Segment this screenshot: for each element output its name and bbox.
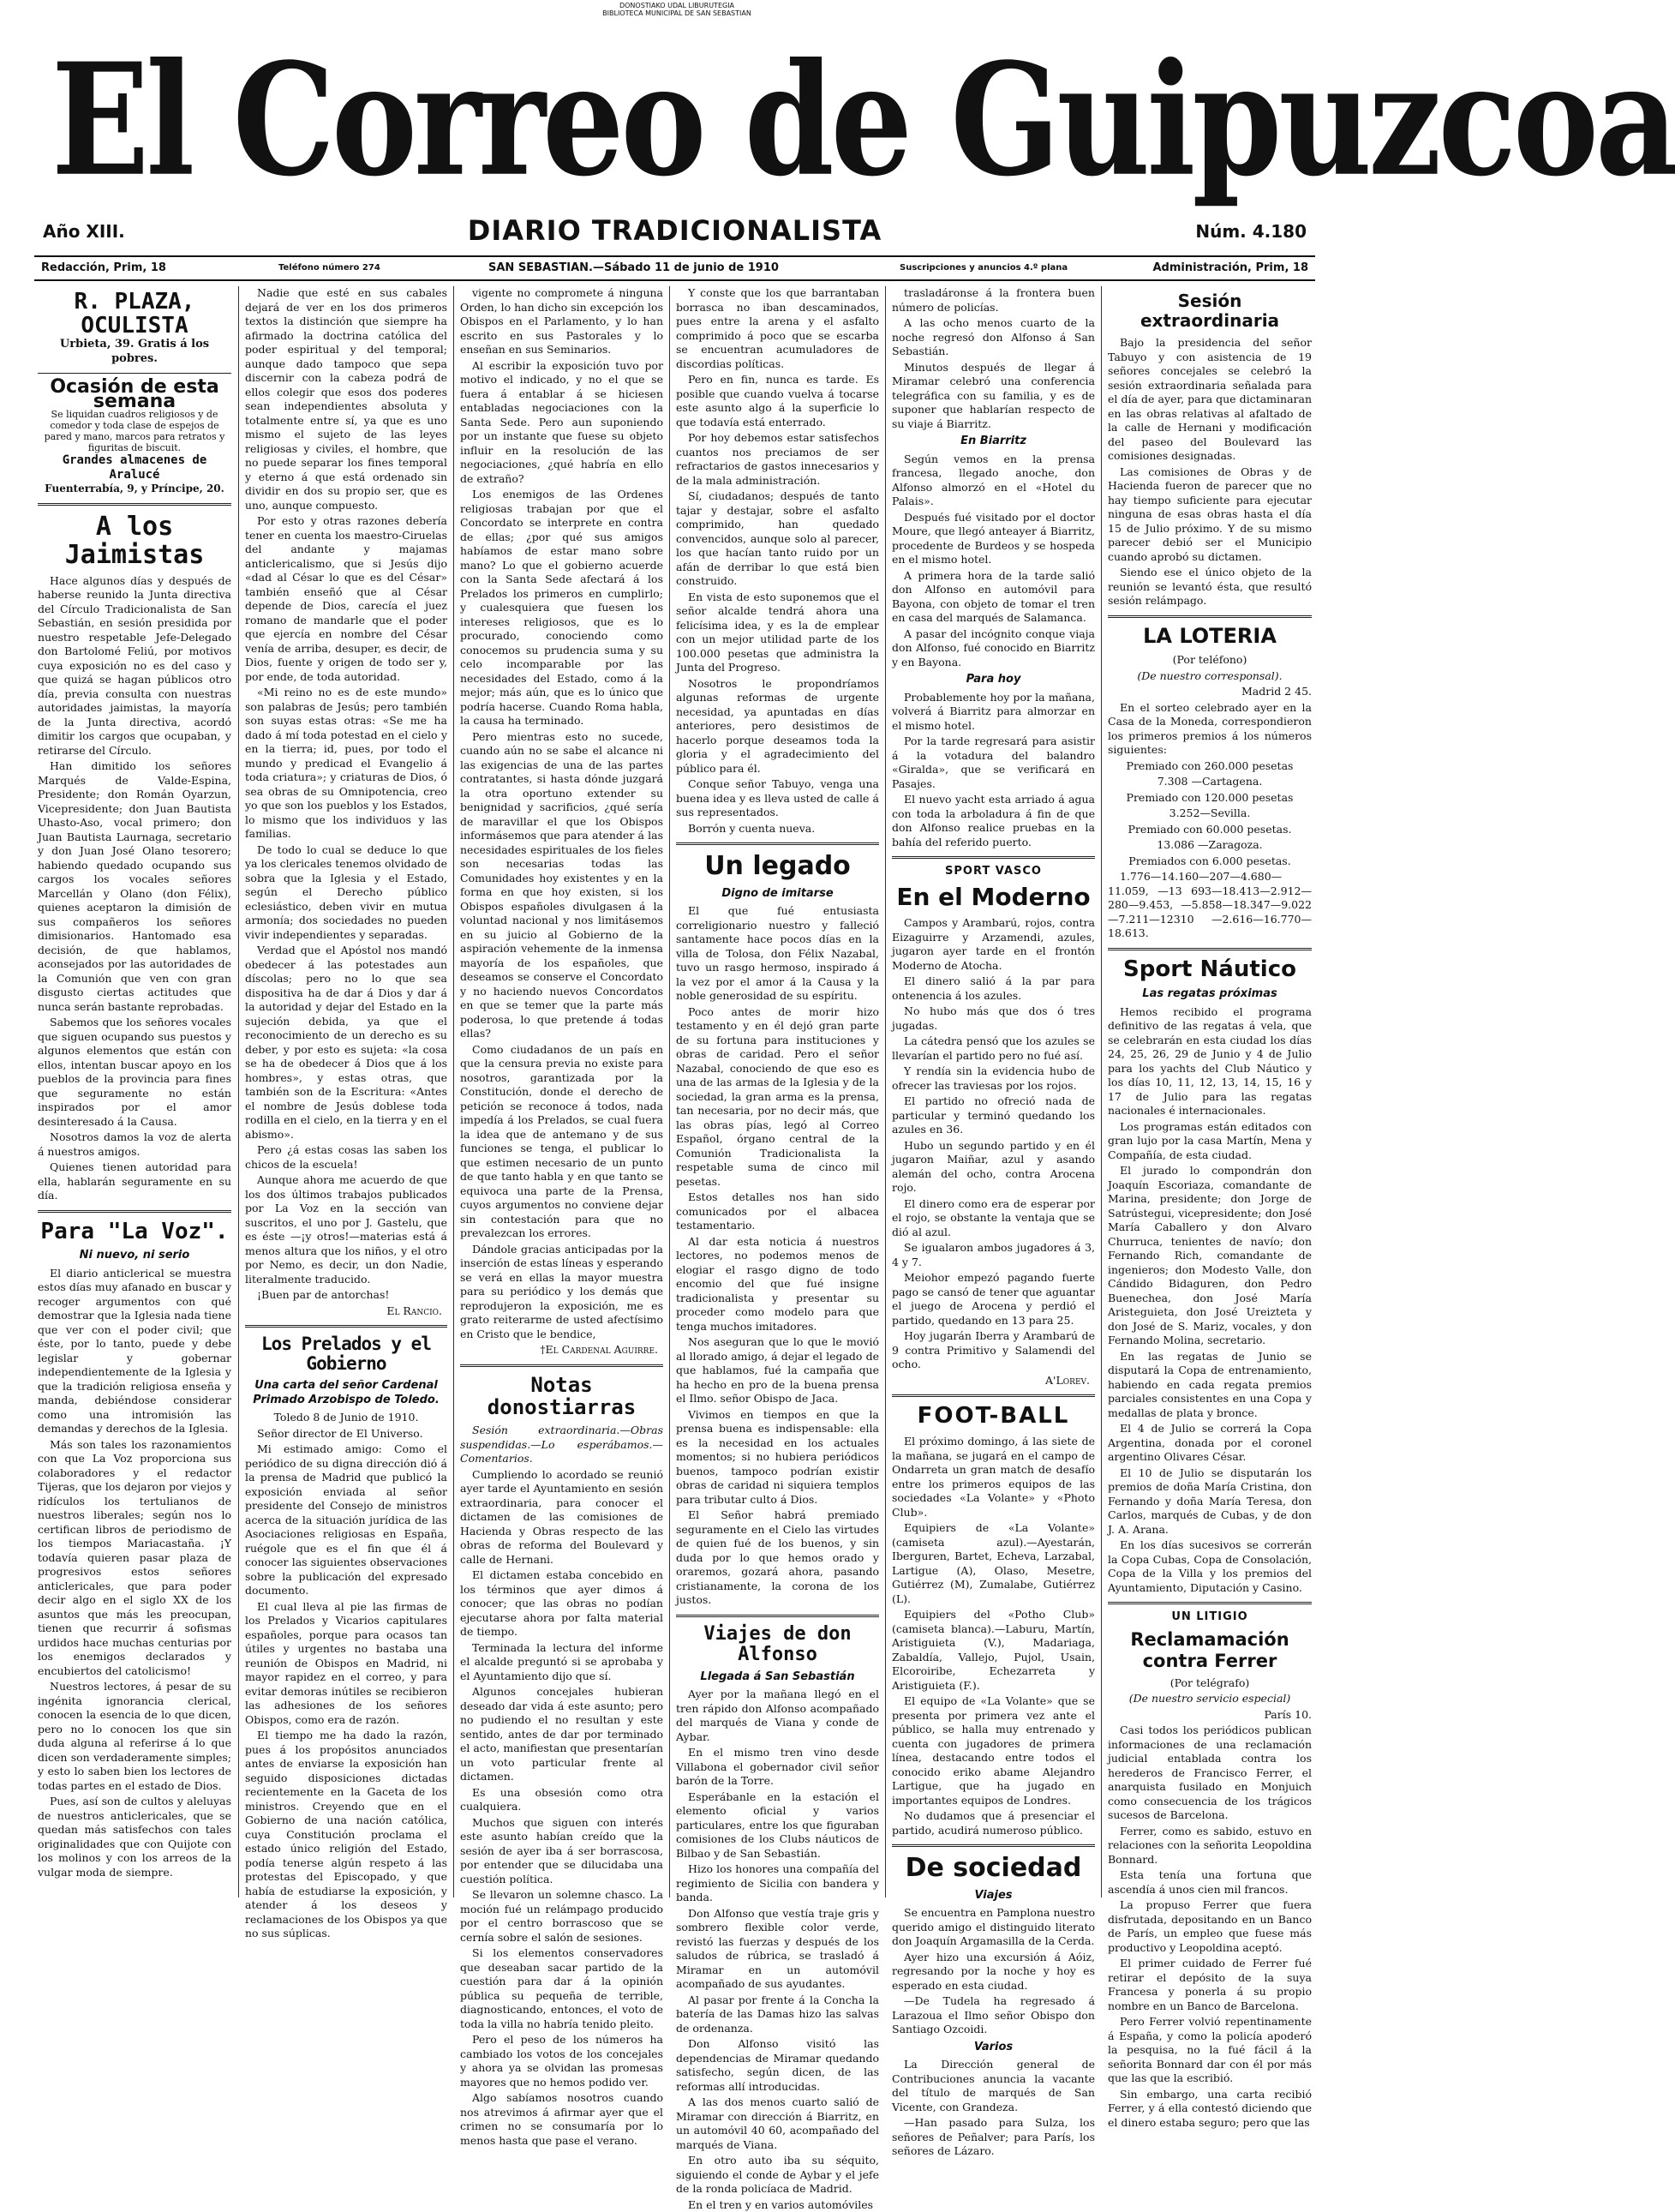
article-paragraph: El que fué entusiasta correligionario nuestro y falleció santamente hace pocos días en la villa de Tolosa, don Félix Nazabal, tuvo un rasgo hermoso, inspirado á la vez por el amor á la Causa y la noble generosidad de su espíritu. [676, 904, 879, 1002]
article-paragraph: Ayer por la mañana llegó en el tren rápido don Alfonso acompañado del marqués de Viana y conde de Aybar. [676, 1687, 879, 1743]
article-summary: Sesión extraordinaria.—Obras suspendidas.—Lo esperábamos.—Comentarios. [460, 1424, 663, 1466]
article-paragraph: Hizo los honores una compañía del regimiento de Sicilia con bandera y banda. [676, 1862, 879, 1904]
article-paragraph: Pero ¿á estas cosas las saben los chicos de la escuela! [245, 1143, 447, 1171]
article-paragraph: Esperábanle en la estación el elemento oficial y varios particulares, entre los que figuraban comisiones de los Clubs náuticos de Bilbao y de San Sebastián. [676, 1789, 879, 1860]
article-paragraph: trasladáronse á la frontera buen número de policías. [892, 286, 1095, 314]
article-paragraph: La propuso Ferrer que fuera disfrutada, depositando en un Banco de París, un empleo que fuese más productivo y Leopoldina aceptó. [1108, 1898, 1312, 1954]
article-note: (De nuestro corresponsal). [1137, 668, 1283, 682]
article-paragraph: Y conste que los que barrantaban borrasca no iban descaminados, pues entre la arena y el asfalto comprimido á poco que se escarba se encuentran acumuladores de discordias políticas. [676, 286, 879, 370]
article-paragraph: En los días sucesivos se correrán la Copa Cubas, Copa de Consolación, Copa de la Villa y los premios del Ayuntamiento, Diputación y Casino. [1108, 1538, 1312, 1594]
section-label: SPORT VASCO [945, 865, 1042, 878]
article-headline: Sesión extraordinaria [1140, 291, 1280, 331]
ad-ocasion-text: Se liquidan cuadros religiosos y de comedor y toda clase de espejos de pared y mano, marcos para retratos y figuritas de biscuit. [44, 409, 225, 453]
article-paragraph: El primer cuidado de Ferrer fué retirar el depósito de la suya Francesa y ponerla á su propio nombre en un Banco de Barcelona. [1108, 1957, 1312, 2012]
article-paragraph: El nuevo yacht esta arriado á agua con toda la arboladura á fin de que don Alfonso realice pruebas en la bahía del referido puerto. [892, 793, 1095, 848]
article-paragraph: Los programas están editados con gran lujo por la casa Martín, Mena y Compañía, de esta ciudad. [1108, 1119, 1312, 1161]
article-paragraph: El próximo domingo, á las siete de la mañana, se jugará en el campo de Ondarreta un gran match de desafío entre los primeros equipos de las sociedades «La Volante» y «Photo Club». [892, 1435, 1095, 1519]
article-paragraph: Aunque ahora me acuerdo de que los dos últimos trabajos publicados por La Voz en la sección van suscritos, el uno por J. Gastelu, que es éste —¡y otros!—materias está á menos altura que los niños, y el otro por Nemo, es decir, un don Nadie, literalmente traducido. [245, 1173, 447, 1286]
article-headline: De sociedad [905, 1853, 1082, 1884]
lottery-line: 7.308 —Cartagena. [1157, 775, 1263, 788]
article-paragraph: Nuestros lectores, á pesar de su ingénita ignorancia clerical, conocen la esencia de lo que dicen, pero no lo conocen los que sin duda alguna al referirse á lo que dicen son verdaderamente simples; y esto lo saben bien los lectores de todas partes en el estado de Dios. [38, 1680, 231, 1792]
lottery-line: Premiado con 120.000 pesetas [1126, 790, 1294, 804]
article-headline: A los Jaimistas [64, 511, 205, 570]
article-paragraph: Hubo un segundo partido y en él jugaron Maiñar, azul y asando alemán del ocho, contra Arocena rojo. [892, 1138, 1095, 1195]
article-paragraph: En otro auto iba su séquito, siguiendo el conde de Aybar y el jefe de la ronda policíaca de Madrid. [676, 2154, 879, 2196]
article-paragraph: A las ocho menos cuarto de la noche regresó don Alfonso á San Sebastián. [892, 316, 1095, 357]
article-paragraph: El jurado lo compondrán don Joaquín Escoriaza, comandante de Marina, presidente; don Jorge de Satrústegui, vicepresidente; don José María Caballero y don Alvaro Churruca, tenientes de navío; don Fernando Rich, comandante de ingenieros; don Modesto Valle, don Cándido Bidaguren, don Pedro Buenechea, don José María Aristeguieta, don José Ureizteta y don José de S. Mariz, vocales, y don Fernando Molina, secretario. [1108, 1164, 1312, 1347]
article-paragraph: De todo lo cual se deduce lo que ya los clericales tenemos olvidado de sobra que la Iglesia y el Estado, según el Derecho público eclesiástico, deben vivir en mutua armonía; dos sociedades no pueden vivir independientes y separadas. [245, 842, 447, 941]
article-paragraph: El cual lleva al pie las firmas de los Prelados y Vicarios capitulares españoles, porque para ocasos tan útiles y urgentes no bastaba una reunión de Obispos en Madrid, ni mayor rapidez en el correo, y para evitar demoras inútiles se recibieron las adhesiones de los señores Obispos, como era de razón. [245, 1599, 447, 1726]
article-paragraph: Pero el peso de los números ha cambiado los votos de los concejales y ahora ya se olvidan las promesas mayores que no hemos podido ver. [460, 2033, 663, 2089]
article-headline: Los Prelados y el Gobierno [261, 1334, 431, 1375]
article-paragraph: Sí, ciudadanos; después de tanto tajar y destajar, sobre el asfalto comprimido, han quedado convencidos, aunque solo al parecer, los que hacían tanto ruido por un afán de derribar lo que está bien construido. [676, 489, 879, 587]
lottery-line: 3.252—Sevilla. [1169, 806, 1251, 820]
article-paragraph: Los enemigos de las Ordenes religiosas trabajan por que el Concordato se interprete en contra de ellas; ¿por qué sus amigos habíamos de estar mano sobre mano? Lo que el gobierno acuerde con la Santa Sede afectará á los Prelados los primeros en cumplirlo; y cualesquiera que fuesen los intereses religiosos, que es lo procurado, conociendo como conocemos su prudencia suma y su celo incomparable por las necesidades del Estado, como á la mejor; más aún, que es lo único que podría hacerse. Cuando Roma habla, la causa ha terminado. [460, 488, 663, 727]
article-note: (De nuestro servicio especial) [1128, 1692, 1291, 1705]
section-subheadline: Para hoy [966, 673, 1021, 686]
article-paragraph: El tiempo me ha dado la razón, pues á los propósitos anunciados antes de enviarse la exposición han seguido disposiciones dictadas recientemente en la Gaceta de los ministros. Creyendo que en el Gobierno de una nación católica, cuya Constitución proclama el estado único religión del Estado, podía tenerse algún respeto á las protestas del Episcopado, y que había de estudiarse la exposición, y atender á los deseos y reclamaciones de los Obispos ya que no sus súplicas. [245, 1729, 447, 1940]
article-paragraph: Probablemente hoy por la mañana, volverá á Biarritz para almorzar en el mismo hotel. [892, 690, 1095, 732]
article-paragraph: Don Alfonso que vestía traje gris y sombrero flexible color verde, revistó las fuerzas y después de los saludos de rúbrica, se trasladó á Miramar en un automóvil acompañado de sus ayudantes. [676, 1906, 879, 1991]
article-paragraph: Se encuentra en Pamplona nuestro querido amigo el distinguido literato don Joaquín Argamasilla de la Cerda. [892, 1906, 1095, 1948]
stamp-line1: DONOSTIAKO UDAL LIBURUTEGIA [619, 2, 735, 9]
article-paragraph: Conque señor Tabuyo, venga una buena idea y es lleva usted de calle á sus representados. [676, 777, 879, 818]
article-paragraph: Nadie que esté en sus cabales dejará de ver en los dos primeros textos la distinción que siempre ha afirmado la doctrina católica del poder espiritual y del temporal; aunque dado tampoco que sepa discernir con la cabeza podrá de ellos colegir que esos dos poderes sean independientes absoluta y totalmente entre sí, ya que es uno mismo el sujeto de las leyes religiosas y civiles, el hombre, que no puede separar los fines temporal y eterno á que está ordenado sin dividir en dos su propio ser, que es uno, aunque compuesto. [245, 286, 447, 512]
article-paragraph: Por la tarde regresará para asistir á la votadura del balandro «Giralda», que se verificará en Pasajes. [892, 734, 1095, 790]
article-headline: Sport Náutico [1123, 956, 1296, 982]
lottery-line: Premiado con 60.000 pesetas. [1128, 822, 1292, 836]
article-paragraph: Muchos que siguen con interés este asunto habían creído que la sesión de ayer iba á ser borrascosa, por entender que se dilucidaba una cuestión política. [460, 1815, 663, 1885]
ad-ocasion-title: Ocasión de esta semana [50, 376, 219, 412]
tagline: DIARIO TRADICIONALISTA [467, 214, 882, 247]
signature: †El Cardenal Aguirre. [540, 1343, 658, 1356]
column-rule [885, 286, 886, 1897]
article-subheadline: Digno de imitarse [721, 886, 834, 900]
article-dateline: París 10. [1264, 1707, 1312, 1721]
article-subheadline: Ni nuevo, ni serio [79, 1249, 190, 1262]
ad-oculista-address: Urbieta, 39. Gratis á los pobres. [59, 338, 210, 365]
article-paragraph: Ferrer, como es sabido, estuvo en relaciones con la señorita Leopoldina Bonnard. [1108, 1824, 1312, 1866]
article-paragraph: Ayer hizo una excursión á Aóiz, regresando por la noche y hoy es esperado en esta ciudad. [892, 1950, 1095, 1992]
article-paragraph: El dictamen estaba concebido en los términos que ayer dimos á conocer; que las obras no podían ejecutarse ahora por falta material de tiempo. [460, 1568, 663, 1639]
article-paragraph: —De Tudela ha regresado á Larazoua el Ilmo señor Obispo don Santiago Ozcoidi. [892, 1994, 1095, 2036]
article-paragraph: Hoy jugarán Iberra y Arambarú de 9 contra Primitivo y Salamendi del ocho. [892, 1329, 1095, 1371]
article-headline: En el Moderno [896, 882, 1091, 911]
article-paragraph: Al pasar por frente á la Concha la batería de las Damas hizo las salvas de ordenanza. [676, 1993, 879, 2035]
column-6 [1108, 286, 1312, 2129]
article-paragraph: En vista de esto suponemos que el señor alcalde tendrá ahora una felicísima idea, y es la de emplear con un mejor utilidad parte de los 100.000 pesetas que administra la Junta del Progreso. [676, 590, 879, 674]
article-headline: Para "La Voz". [40, 1218, 229, 1244]
article-paragraph: Vivimos en tiempos en que la prensa buena es indispensable: ella es la necesidad en los actuales momentos; si no hubiera periódicos buenos, tampoco podrían existir obras de caridad ni siquiera templos para tributar culto á Dios. [676, 1407, 879, 1506]
info-bar [34, 255, 1315, 281]
article-paragraph: No dudamos que á presenciar el partido, acudirá numeroso público. [892, 1809, 1095, 1837]
article-paragraph: A las dos menos cuarto salió de Miramar con dirección á Biarritz, en un automóvil 40 60, acompañado del marqués de Viana. [676, 2095, 879, 2151]
article-paragraph: Señor director de El Universo. [257, 1426, 423, 1440]
lottery-numbers: 1.776—14.160—207—4.680—11.059, —13 693—18.413—2.912—280—9.453, —5.858—18.347—9.022—7.211—12310 —2.616—16.770—18.613. [1108, 870, 1312, 940]
issue-number: Núm. 4.180 [1195, 221, 1307, 242]
article-paragraph: Si los elementos conservadores que deseaban sacar partido de la cuestión para dar á la opinión pública su pequeña de terrible, diagnosticando, entonces, el voto de toda la villa no habría tenido pleito. [460, 1946, 663, 2030]
article-paragraph: Don Alfonso visitó las dependencias de Miramar quedando satisfecho, según dicen, de las reformas allí introducidas. [676, 2037, 879, 2093]
article-paragraph: Bajo la presidencia del señor Tabuyo y con asistencia de 19 señores concejales se celebró la sesión extraordinaria señalada para el día de ayer, para que dictaminaran en las obras relativas al afaltado de la calle de Hernani y modificación del paseo del Boulevard las comisiones designadas. [1108, 336, 1312, 462]
article-paragraph: Como ciudadanos de un país en que la censura previa no existe para nosotros, garantizada por la Constitución, donde el derecho de petición se reconoce á todos, nada impedía á los Prelados, se cual fuera la idea que de antemano y de sus funciones se tenga, el publicar lo que estimen necesario de un punto de que tanto habla y en que tanto se equivoca una parte de la Prensa, cuyos argumentos no conviene dejar sin contestación para que no prevalezcan los errores. [460, 1042, 663, 1239]
article-paragraph: El diario anticlerical se muestra estos días muy afanado en buscar y recoger argumentos con qué demostrar que la Iglesia nada tiene que ver con el poder civil; que éste, por lo tanto, puede y debe legislar y gobernar independientemente de la Iglesia y que la tradición religiosa enseña y manda, debiéndose considerar como una intromisión las demandas y derechos de la Iglesia. [38, 1266, 231, 1436]
article-note: (Por telégrafo) [1170, 1675, 1250, 1689]
article-paragraph: Las comisiones de Obras y de Hacienda fueron de parecer que no hay tiempo suficiente para ejecutar ninguna de esas obras hasta el día 15 de Julio próximo. Y de su mismo parecer debió ser el Municipio cuando aprobó su dictamen. [1108, 465, 1312, 563]
article-paragraph: Campos y Arambarú, rojos, contra Eizaguirre y Arzamendi, azules, jugaron ayer tarde en el frontón Moderno de Atocha. [892, 916, 1095, 972]
article-headline: Notas donostiarras [487, 1372, 637, 1419]
article-subheadline: Las regatas próximas [1142, 987, 1277, 1001]
ad-oculista-title: R. PLAZA, OCULISTA [74, 289, 195, 339]
stamp-line2: BIBLIOTECA MUNICIPAL DE SAN SEBASTIAN [602, 9, 751, 17]
masthead-subrow [34, 214, 1315, 249]
column-rule [1101, 286, 1102, 1897]
subscriptions-note: Suscripciones y anuncios 4.º plana [900, 263, 1068, 273]
article-headline: Viajes de don Alfonso [703, 1622, 852, 1665]
article-paragraph: Estos detalles nos han sido comunicados por el albacea testamentario. [676, 1190, 879, 1232]
article-paragraph: «Mi reino no es de este mundo» son palabras de Jesús; pero también son suyas estas otras: «Se me ha dado á mí toda potestad en el cielo y en la tierra; id, pues, por todo el mundo y predicad el Evangelio á toda criatura»; y criaturas de Dios, ó sea obras de su Omnipotencia, creo yo que son los pueblos y los Estados, lo mismo que los individuos y las familias. [245, 686, 447, 840]
article-paragraph: En las regatas de Junio se disputará la Copa de entrenamiento, habiendo en cada regata premios parciales consistentes en una Copa y medallas de plata y bronce. [1108, 1349, 1312, 1419]
article-paragraph: Después fué visitado por el doctor Moure, que llegó anteayer á Biarritz, procedente de Burdeos y se hospeda en el mismo hotel. [892, 510, 1095, 566]
lottery-line: Premiados con 6.000 pesetas. [1128, 854, 1291, 867]
article-paragraph: Hace algunos días y después de haberse reunido la Junta directiva del Círculo Tradicionalista de San Sebastián, en sesión presidida por nuestro respetable Jefe-Delegado don Bartolomé Feliú, por motivos cuya exposición no es del caso y que quizá se hagan públicos otro día, previa consulta con nuestras autoridades jaimistas, la mayoría de la Junta directiva, acordó dimitir los cargos que ocupaban, y retirarse del Círculo. [38, 573, 231, 757]
article-paragraph: Siendo ese el único objeto de la reunión se levantó ésta, que resultó sesión relámpago. [1108, 566, 1312, 607]
article-paragraph: Hemos recibido el programa definitivo de las regatas á vela, que se celebrarán en esta ciudad los días 24, 25, 26, 29 de Junio y 4 de Julio para los yachts del Club Náutico y los días 10, 11, 12, 13, 14, 15, 16 y 17 de Julio para las regatas nacionales é internacionales. [1108, 1004, 1312, 1118]
administracion-address: Administración, Prim, 18 [1152, 261, 1308, 274]
column-rule [238, 286, 239, 1897]
section-label: UN LITIGIO [1171, 1610, 1248, 1624]
article-paragraph: Sin embargo, una carta recibió Ferrer, y á ella contestó diciendo que el dinero estaba seguro; pero que las [1108, 2087, 1312, 2129]
article-paragraph: —Han pasado para Sulza, los señores de Peñalver; para París, los señores de Lázaro. [892, 2116, 1095, 2158]
article-paragraph: Esta tenía una fortuna que ascendía á unos cien mil francos. [1108, 1868, 1312, 1896]
telephone: Teléfono número 274 [278, 263, 380, 273]
article-paragraph: El equipo de «La Volante» que se presenta por primera vez ante el público, se halla muy entrenado y cuenta con jugadores de primera línea, destacando entre todos el conocido eriko abame Alejandro Lartigue, que ha jugado en importantes equipos de Londres. [892, 1694, 1095, 1807]
article-paragraph: Equipiers de «La Volante» (camiseta azul).—Ayestarán, Iberguren, Bartet, Echeva, Larzabal, Lartigue (A), Olaso, Mesetre, Gutiérrez (M), Zumalabe, Gutiérrez (L). [892, 1521, 1095, 1605]
article-paragraph: Por esto y otras razones debería tener en cuenta los maestro-Ciruelas del andante y majamas anticlericalismo, que si Jesús dijo «dad al César lo que es del César» también enseñó que al César depende de Dios, carecía el juez romano de mandarle que el poder que ejercía en nombre del César venía de arriba, desuper, es decir, de Dios, fuente y origen de todo ser y, por ende, de toda autoridad. [245, 514, 447, 683]
article-paragraph: Es una obsesión como otra cualquiera. [460, 1785, 663, 1813]
article-paragraph: Al dar esta noticia á nuestros lectores, no podemos menos de elogiar el rasgo digno de todo encomio del que fué insigne tradicionalista y presentar su proceder como modelo para que tenga muchos imitadores. [676, 1234, 879, 1333]
article-paragraph: Pero Ferrer volvió repentinamente á España, y como la policía apoderó la pesquisa, no la fué fácil á la señorita Bonnard dar con él por más que las que la escribió. [1108, 2015, 1312, 2085]
article-paragraph: Se igualaron ambos jugadores á 3, 4 y 7. [892, 1241, 1095, 1268]
column-rule [669, 286, 670, 1897]
article-paragraph: Han dimitido los señores Marqués de Valde-Espina, Presidente; don Román Oyarzun, Vicepresidente; don Juan Bautista Uhasto-Aso, vocal primero; don Juan Bautista Laurnaga, secretario y don Juan José Olano tesorero; habiendo quedado ocupando sus cargos los vocales señores Marcellán y Olano (don Félix), quienes aceptaron la dimisión de sus compañeros los señores dimisionarios. Hantomado esa decisión, de que hablamos, aconsejados por las autoridades de la Comunión que ven con gran disgusto ciertas actitudes que nunca serán bastante reprobadas. [38, 759, 231, 1013]
article-paragraph: Quienes tienen autoridad para ella, hablarán seguramente en su día. [38, 1160, 231, 1202]
section-subheadline: En Biarritz [960, 435, 1026, 447]
article-paragraph: A primera hora de la tarde salió don Alfonso en automóvil para Bayona, con objeto de tomar el tren en casa del marqués de Salamanca. [892, 568, 1095, 624]
article-paragraph: Según vemos en la prensa francesa, llegado anoche, don Alfonso almorzó en el «Hotel du Palais». [892, 452, 1095, 507]
article-paragraph: Pues, así son de cultos y aleluyas de nuestros anticlericales, que se quedan más satisfechos con tales originalidades que con Quijote con los molinos y con los arreos de la vulgar moda de siempre. [38, 1795, 231, 1879]
article-paragraph: Casi todos los periódicos publican informaciones de una reclamación judicial entablada contra los herederos de Francisco Ferrer, el anarquista fusilado en Monjuich como consecuencia de los trágicos sucesos de Barcelona. [1108, 1723, 1312, 1822]
article-subheadline: Varios [973, 2040, 1014, 2053]
signature: A'Lorev. [1045, 1373, 1090, 1387]
article-paragraph: No hubo más que dos ó tres jugadas. [892, 1004, 1095, 1032]
ad-almacenes-title: Grandes almacenes de Aralucé [62, 453, 207, 482]
article-paragraph: Y rendía sin la evidencia hubo de ofrecer las traviesas por los rojos. [892, 1064, 1095, 1092]
article-paragraph: Se llevaron un solemne chasco. La moción fué un relámpago producido por el centro borrascoso que se cernía sobre el salón de sesiones. [460, 1888, 663, 1944]
article-headline: Un legado [704, 851, 851, 881]
article-paragraph: El 4 de Julio se correrá la Copa Argentina, donada por el coronel argentino Olivares César. [1108, 1422, 1312, 1464]
article-paragraph: Pero mientras esto no sucede, cuando aún no se sabe el alcance ni las exigencias de una de las partes contratantes, si hasta dónde juzgará la otra oportuno extender su benignidad y sacrificios, ¿qué sería de maravillar el que los Obispos informásemos que para atender á las necesidades espirituales de los fieles son necesarias todas las Comunidades hoy existentes y en la forma en que hoy existen, si los Obispos españoles divulgasen á la voluntad nacional y nos limitásemos en su juicio al Gobierno de la aspiración vehemente de la inmensa mayoría de los españoles, que deseamos se conserve el Concordato y no haciendo nuevos Concordatos en que se temer que la parte más poderosa, lo que pretende á todas ellas? [460, 729, 663, 1040]
article-paragraph: En el mismo tren vino desde Villabona el gobernador civil señor barón de la Torre. [676, 1746, 879, 1788]
article-paragraph: ¡Buen par de antorchas! [257, 1288, 390, 1301]
article-paragraph: Al escribir la exposición tuvo por motivo el indicado, y no el que se fuera á entablar á se hiciesen entabladas negociaciones con la Santa Sede. Pero aun suponiendo por un instante que fuese su objeto influir en la resolución de las negociaciones, ¿qué habría en ello de extraño? [460, 358, 663, 485]
column-5 [892, 286, 1095, 2158]
column-2 [245, 286, 447, 1940]
column-3 [460, 286, 663, 2147]
article-paragraph: La cátedra pensó que los azules se llevarían el partido pero no fué así. [892, 1034, 1095, 1062]
redaccion-address: Redacción, Prim, 18 [41, 261, 166, 274]
article-paragraph: Nosotros le propondríamos algunas reformas de urgente necesidad, ya apuntadas en días anteriores, pero desistimos de hacerlo porque deseamos toda la gloria y el agradecimiento del público para él. [676, 676, 879, 775]
article-paragraph: Terminada la lectura del informe el alcalde preguntó si se aprobaba y el Ayuntamiento dijo que sí. [460, 1640, 663, 1682]
article-paragraph: Pero en fin, nunca es tarde. Es posible que cuando vuelva á tocarse este asunto algo á la superficie lo que todavía está enterrado. [676, 373, 879, 429]
article-subheadline: Llegada á San Sebastián [700, 1669, 855, 1683]
article-paragraph: Equipiers del «Potho Club» (camiseta blanca).—Laburu, Martín, Aristiguieta (V.), Madariaga, Zabaldía, Vallejo, Pujol, Usain, Elcoroiribe, Echezarreta y Aristiguieta (F.). [892, 1608, 1095, 1692]
signature: El Rancio. [386, 1304, 442, 1317]
article-dateline: Madrid 2 45. [1241, 685, 1312, 698]
article-paragraph: El dinero salió á la par para ontenencia á los azules. [892, 974, 1095, 1002]
dateline: SAN SEBASTIAN.—Sábado 11 de junio de 1910 [488, 261, 779, 274]
article-paragraph: Nos aseguran que lo que le movió al llorado amigo, á dejar el legado de que hablamos, fué la campaña que ha hecho en pro de la buena prensa el Ilmo. señor Obispo de Jaca. [676, 1335, 879, 1405]
article-paragraph: Nosotros damos la voz de alerta á nuestros amigos. [38, 1130, 231, 1158]
article-paragraph: En el sorteo celebrado ayer en la Casa de la Moneda, correspondieron los primeros premios á los números siguientes: [1108, 700, 1312, 757]
article-headline: FOOT-BALL [917, 1403, 1070, 1430]
article-paragraph: Dándole gracias anticipadas por la inserción de estas líneas y esperando se verá en ellas la mayor muestra para su periódico y los demás que reprodujeron la exposición, me es grato reiterarme de usted afectísimo en Cristo que le bendice, [460, 1242, 663, 1340]
ad-almacenes-address: Fuenterrabía, 9, y Príncipe, 20. [45, 483, 224, 495]
article-paragraph: Más son tales los razonamientos con que La Voz proporciona sus colaboradores y el redactor Tijeras, que los dejaron por viejos y ridículos los tertulianos de nuestros liberales; según nos lo certifican libros de periodismo de los tiempos Mariacastaña. ¡Y todavía quieren pasar plaza de progresivos estos señores anticlericales, que para poder decir algo en el siglo XX de los asuntos que más les preocupan, tienen que recurrir á sofismas urdidos hace muchas centurias por los enemigos declarados y encubiertos del catolicismo! [38, 1437, 231, 1677]
article-paragraph: El partido no ofreció nada de particular y terminó quedando los azules en 36. [892, 1094, 1095, 1136]
article-paragraph: Por hoy debemos estar satisfechos cuantos nos preciamos de ser refractarios de gastos innecesarios y de la mala administración. [676, 431, 879, 487]
article-paragraph: La Dirección general de Contribuciones anuncia la vacante del título de marqués de San Vicente, con Grandeza. [892, 2058, 1095, 2113]
article-paragraph: El dinero como era de esperar por el rojo, se obstante la ventaja que se dió al azul. [892, 1196, 1095, 1238]
article-paragraph: Meiohor empezó pagando fuerte pago se cansó de tener que aguantar el juego de Arocena y perdió el partido, quedando en 13 para 25. [892, 1271, 1095, 1327]
article-dateline: Toledo 8 de Junio de 1910. [273, 1411, 419, 1424]
article-paragraph: Borrón y cuenta nueva. [688, 821, 816, 835]
column-4 [676, 286, 879, 2211]
year-label: Año XIII. [43, 221, 125, 242]
lottery-line: Premiado con 260.000 pesetas [1126, 758, 1294, 772]
lottery-line: 13.086 —Zaragoza. [1157, 838, 1263, 852]
article-paragraph: vigente no compromete á ninguna Orden, lo han dicho sin excepción los Obispos en el Parlamento, y lo han escrito en sus Pastorales y lo enseñan en sus Seminarios. [460, 286, 663, 356]
article-paragraph: Sabemos que los señores vocales que siguen ocupando sus puestos y algunos elementos que están con ellos, intentan buscar apoyo en los pueblos de la provincia para fines que seguramente no están inspirados por el amor desinteresado á la Causa. [38, 1016, 231, 1128]
article-paragraph: Algo sabíamos nosotros cuando nos atrevimos á afirmar ayer que el crimen no se consumaría por lo menos hasta que pase el verano. [460, 2091, 663, 2147]
column-1 [38, 286, 231, 1897]
article-paragraph: Algunos concejales hubieran deseado dar vida á este asunto; pero no pudiendo el no resultan y este sentido, antes de dar por terminado el acto, manifiestan que presentarían un voto particular frente al dictamen. [460, 1685, 663, 1783]
article-paragraph: En el tren y en varios automóviles [688, 2197, 874, 2211]
article-note: (Por teléfono) [1172, 653, 1247, 667]
article-paragraph: A pasar del incógnito conque viaja don Alfonso, fué conocido en Biarritz y en Bayona. [892, 626, 1095, 668]
article-paragraph: Verdad que el Apóstol nos mandó obedecer á las potestades aun díscolas; pero no lo que sea dispositiva ha de dar á Dios y dar á la autoridad y dejar del Estado en la sujeción debida, ya que el reconocimiento de un derecho es su deber, y por esto es sujeta: «la cosa se ha de obedecer á Dios que á los hombres», y estas otras, que también son de la Escritura: «Antes el nombre de Jesús doblese toda rodilla en el cielo, en la tierra y en el abismo». [245, 944, 447, 1141]
masthead-title: El Correo de Guipuzcoa [51, 29, 1675, 212]
article-paragraph: Poco antes de morir hizo testamento y en él dejó gran parte de su fortuna para instituciones y obras de caridad. Pero el señor Nazabal, conociendo de que eso es una de las armas de la Iglesia y de la sociedad, la gran arma es la prensa, tan necesaria, por no decir más, que las obras pías, legó al Correo Español, órgano central de la Comunión Tradicionalista la respetable suma de cinco mil pesetas. [676, 1004, 879, 1188]
article-headline: LA LOTERIA [1143, 623, 1277, 648]
article-paragraph: Cumpliendo lo acordado se reunió ayer tarde el Ayuntamiento en sesión extraordinaria, para conocer el dictamen de las comisiones de Hacienda y Obras respecto de las obras de reforma del Boulevard y calle de Hernani. [460, 1467, 663, 1566]
advertisement-block [38, 290, 231, 496]
article-paragraph: El 10 de Julio se disputarán los premios de doña María Cristina, don Fernando y doña María Teresa, don Carlos, marqués de Cubas, y de don J. A. Arana. [1108, 1466, 1312, 1536]
article-paragraph: Minutos después de llegar á Miramar celebró una conferencia telegráfica con su familia, y es de suponer que hablarían respecto de su viaje á Biarritz. [892, 360, 1095, 430]
article-subheadline: Viajes [974, 1888, 1013, 1902]
article-headline: Reclamamación contra Ferrer [1130, 1629, 1289, 1671]
article-paragraph: Mi estimado amigo: Como el periódico de su digna dirección dió á la prensa de Madrid que publicó la exposición enviada al señor presidente del Consejo de ministros acerca de la situación jurídica de las Asociaciones religiosas en España, ruégole que es el fin que él á conocer las siguientes observaciones sobre la publicación del expresado documento. [245, 1442, 447, 1598]
column-rule [453, 286, 454, 1897]
article-paragraph: El Señor habrá premiado seguramente en el Cielo las virtudes de quien fué de los buenos, y sin duda por lo que hemos orado y oraremos, gozará ahora, pasando cristianamente, la corona de los justos. [676, 1508, 879, 1606]
article-subheadline: Una carta del señor Cardenal Primado Arzobispo de Toledo. [253, 1379, 440, 1406]
